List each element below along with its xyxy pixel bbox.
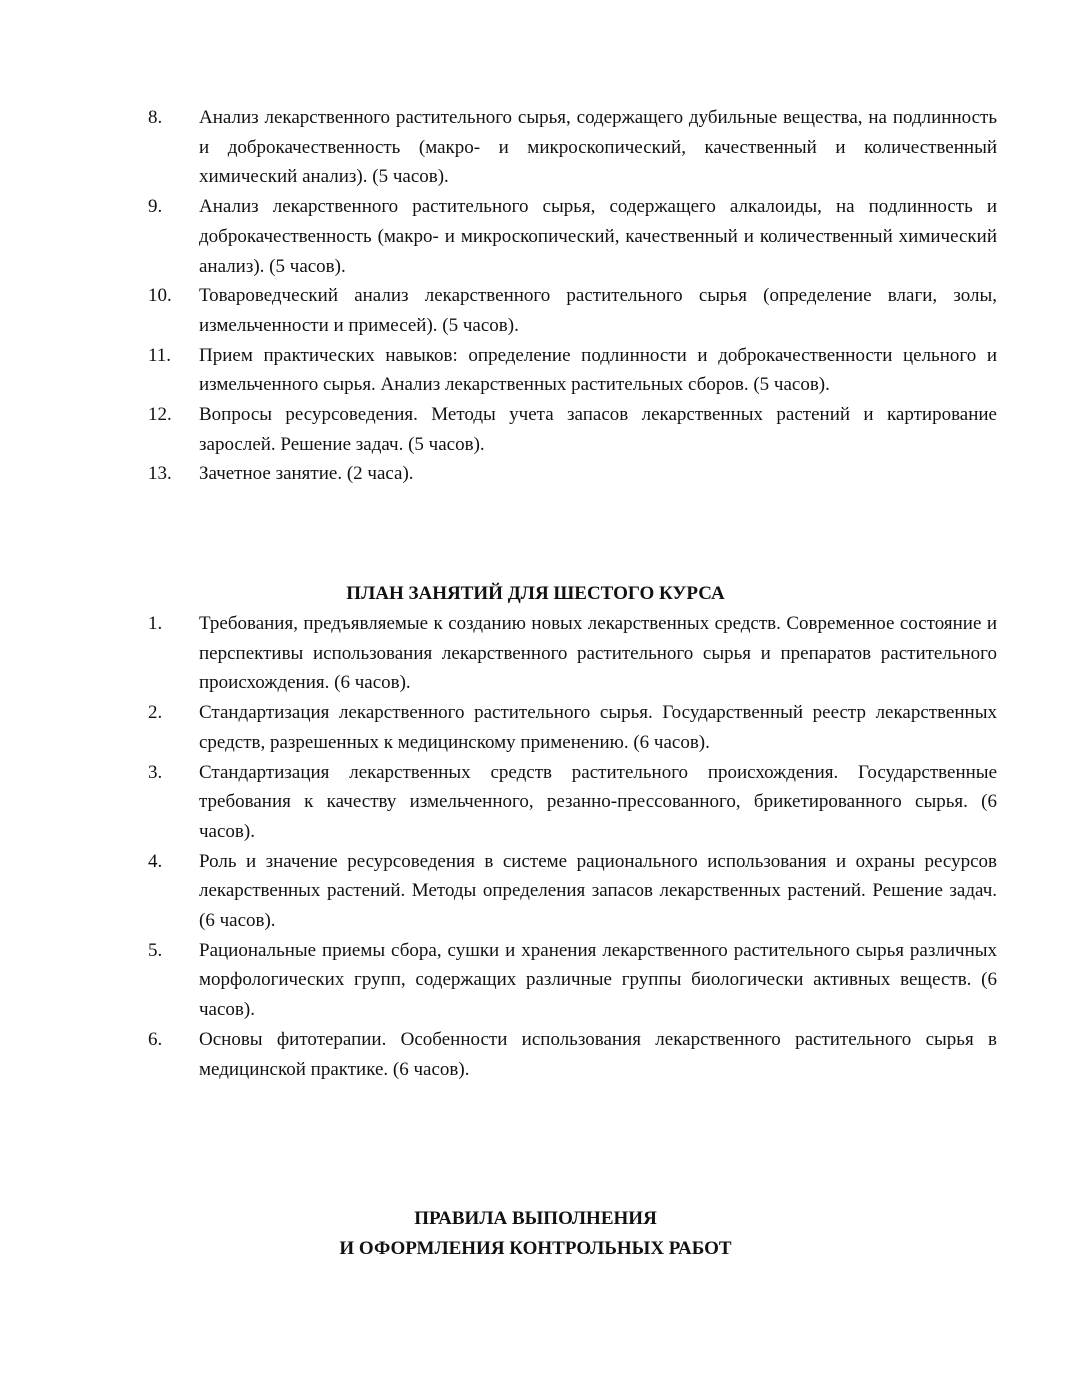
section-heading-sixth-course: ПЛАН ЗАНЯТИЙ ДЛЯ ШЕСТОГО КУРСА: [346, 583, 725, 604]
item-number: 11.: [148, 344, 172, 366]
item-text: Анализ лекарственного растительного сырья, содержащего алкалоиды, на подлинность и доброкачественность (макро- и микроскопический, качественный и количественный химический анализ). (5 часов).: [199, 196, 997, 277]
lesson-list-continued: [148, 103, 997, 489]
item-number: 4.: [148, 850, 163, 872]
list-item: [148, 192, 997, 281]
list-item: [148, 459, 997, 489]
item-number: 3.: [148, 761, 163, 783]
item-number: 1.: [148, 613, 163, 634]
item-text: Основы фитотерапии. Особенности использования лекарственного растительного сырья в медицинской практике. (6 часов).: [199, 1028, 997, 1080]
list-item: [148, 400, 997, 459]
section-heading-rules-line2: И ОФОРМЛЕНИЯ КОНТРОЛЬНЫХ РАБОТ: [339, 1238, 732, 1259]
item-text: Прием практических навыков: определение подлинности и доброкачественности цельного и измельченного сырья. Анализ лекарственных растительных сборов. (5 часов).: [199, 344, 997, 396]
item-text: Требования, предъявляемые к созданию новых лекарственных средств. Современное состояние и перспективы использования лекарственного растительного сырья и препаратов растительного происхождения. (6 часов).: [199, 613, 997, 694]
item-number: 8.: [148, 107, 163, 128]
list-item: [148, 281, 997, 340]
section-heading-rules-line1: ПРАВИЛА ВЫПОЛНЕНИЯ: [414, 1208, 657, 1229]
item-text: Роль и значение ресурсоведения в системе рационального использования и охраны ресурсов лекарственных растений. Методы определения запасов лекарственных растений. Решение задач. (6 часов).: [199, 850, 997, 932]
item-number: 5.: [148, 939, 163, 961]
item-text: Анализ лекарственного растительного сырья, содержащего дубильные вещества, на подлинность и доброкачественность (макро- и микроскопический, качественный и количественный химический анализ). (5 часов).: [199, 107, 997, 188]
item-number: 6.: [148, 1028, 163, 1050]
list-item: [148, 609, 997, 698]
item-text: Вопросы ресурсоведения. Методы учета запасов лекарственных растений и картирование зарослей. Решение задач. (5 часов).: [199, 404, 997, 455]
item-number: 9.: [148, 196, 163, 218]
item-text: Зачетное занятие. (2 часа).: [199, 463, 414, 485]
list-item: [148, 103, 997, 192]
list-item: [148, 758, 997, 847]
item-number: 10.: [148, 285, 172, 307]
item-text: Рациональные приемы сбора, сушки и хранения лекарственного растительного сырья различных морфологических групп, содержащих различные группы биологически активных веществ. (6 часов).: [199, 939, 997, 1021]
item-number: 12.: [148, 404, 172, 426]
list-item: [148, 698, 997, 757]
list-item: [148, 341, 997, 400]
item-text: Стандартизация лекарственного растительного сырья. Государственный реестр лекарственных средств, разрешенных к медицинскому применению. (6 часов).: [199, 702, 997, 753]
item-text: Стандартизация лекарственных средств растительного происхождения. Государственные требования к качеству измельченного, резанно-прессованного, брикетированного сырья. (6 часов).: [199, 761, 997, 842]
list-item: [148, 936, 997, 1025]
item-number: 2.: [148, 702, 163, 724]
item-text: Товароведческий анализ лекарственного растительного сырья (определение влаги, золы, измельченности и примесей). (5 часов).: [199, 285, 997, 336]
list-item: [148, 847, 997, 936]
list-item: [148, 1025, 997, 1084]
item-number: 13.: [148, 463, 172, 485]
lesson-list-sixth-course: [148, 609, 997, 1084]
